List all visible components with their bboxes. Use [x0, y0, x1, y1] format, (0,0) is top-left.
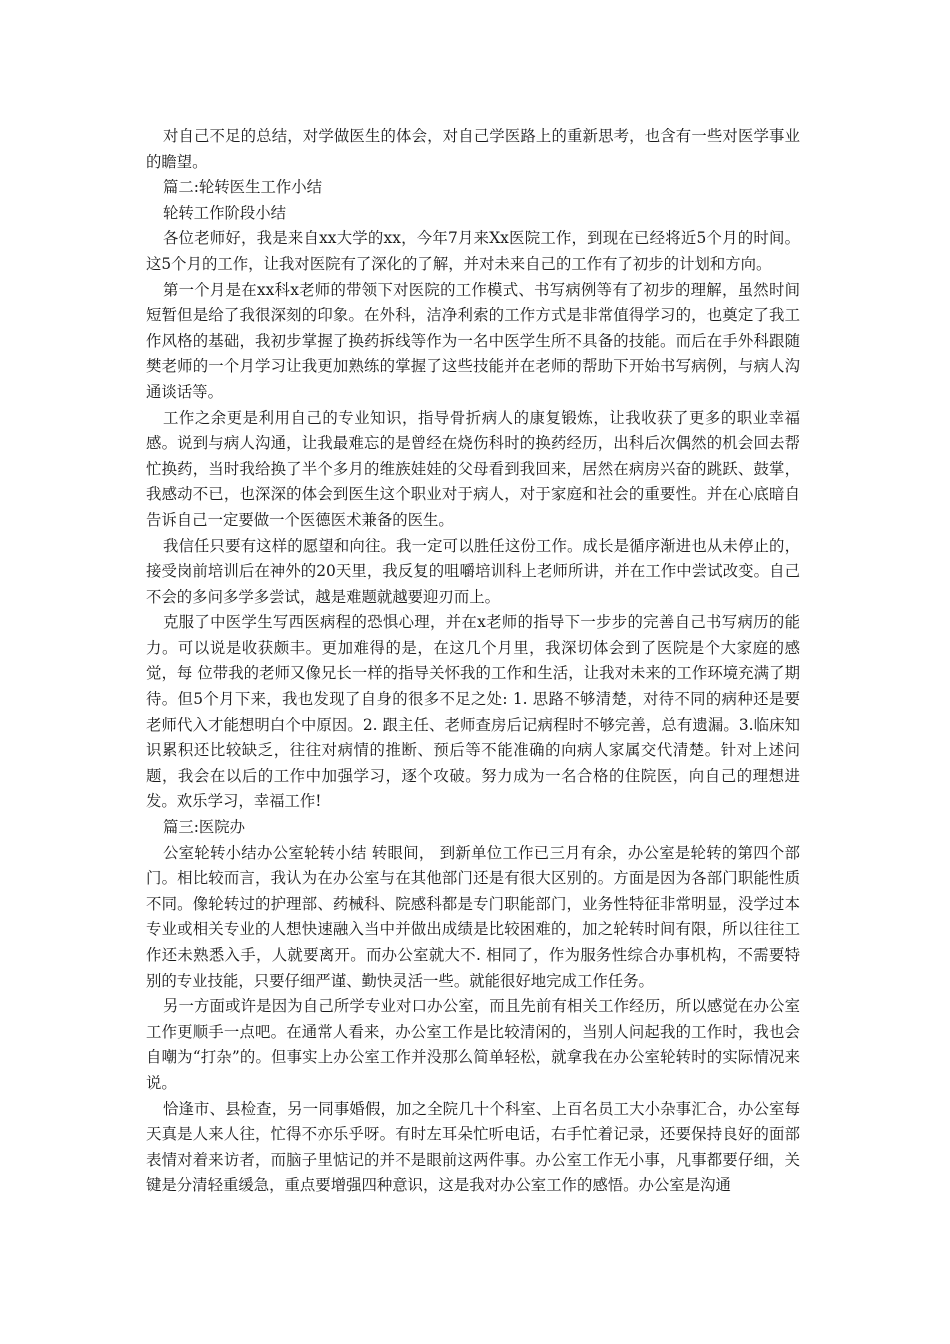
- paragraph-busy-office: 恰逢市、县检查，另一同事婚假，加之全院几十个科室、上百名员工大小杂事汇合，办公室每天真是人来人往，忙得不亦乐乎呀。有时左耳朵忙听电话，右手忙着记录，还要保持良好的面部表情对着来访者，而脑子里惦记的并不是眼前这两件事。办公室工作无小事，凡事都要仔细，关键是分清轻重缓急，重点要增强四种意识，这是我对办公室工作的感悟。办公室是沟通: [146, 1099, 800, 1195]
- paragraph-office-work: 另一方面或许是因为自己所学专业对口办公室，而且先前有相关工作经历，所以感觉在办公室工作更顺手一点吧。在通常人看来，办公室工作是比较清闲的，当别人问起我的工作时，我也会自嘲为“打杂”的。但事实上办公室工作并没那么简单轻松，就拿我在办公室轮转时的实际情况来说。: [146, 997, 800, 1092]
- paragraph-growth: 我信任只要有这样的愿望和向往。我一定可以胜任这份工作。成长是循序渐进也从未停止的，接受岗前培训后在神外的20天里，我反复的咀嚼培训科上老师所讲，并在工作中尝试改变。自己不会的多问多学多尝试，越是难题就越要迎刃而上。: [146, 536, 800, 606]
- paragraph-intro: 对自己不足的总结，对学做医生的体会，对自己学医路上的重新思考，也含有一些对医学事业的瞻望。: [146, 127, 800, 171]
- paragraph-office-rotation: 公室轮转小结办公室轮转小结 转眼间， 到新单位工作已三月有余，办公室是轮转的第四个部门。相比较而言，我认为在办公室与在其他部门还是有很大区别的。方面是因为各部门职能性质不同。像轮转过的护理部、药械科、院感科都是专门职能部门，业务性特征非常明显，没学过本专业或相关专业的人想快速融入当中并做出成绩是比较困难的，加之轮转时间有限，所以往往工作还未熟悉入手，人就要离开。而办公室就大不. 相同了，作为服务性综合办事机构，不需要特别的专业技能，只要仔细严谨、勤快灵活一些。就能很好地完成工作任务。: [146, 843, 800, 990]
- section-heading-3: 篇三:医院办: [162, 818, 246, 837]
- paragraph-patient-communication: 工作之余更是利用自己的专业知识，指导骨折病人的康复锻炼，让我收获了更多的职业幸福感。说到与病人沟通，让我最难忘的是曾经在烧伤科时的换药经历，出科后次偶然的机会回去帮忙换药，当时我给换了半个多月的维族娃娃的父母看到我回来，居然在病房兴奋的跳跃、鼓掌，我感动不已，也深深的体会到医生这个职业对于病人，对于家庭和社会的重要性。并在心底暗自告诉自己一定要做一个医德医术兼备的医生。: [146, 408, 800, 529]
- section-heading-2: 篇二:轮转医生工作小结: [162, 178, 323, 197]
- subsection-heading: 轮转工作阶段小结: [162, 203, 287, 222]
- paragraph-first-month: 第一个月是在xx科x老师的带领下对医院的工作模式、书写病例等有了初步的理解，虽然时间短暂但是给了我很深刻的印象。在外科，洁净利索的工作方式是非常值得学习的，也奠定了我工作风格的基础，我初步掌握了换药拆线等作为一名中医学生所不具备的技能。而后在手外科跟随樊老师的一个月学习让我更加熟练的掌握了这些技能并在老师的帮助下开始书写病例，与病人沟通谈话等。: [146, 280, 800, 401]
- paragraph-shortcomings: 克服了中医学生写西医病程的恐惧心理，并在x老师的指导下一步步的完善自己书写病历的能力。可以说是收获颇丰。更加难得的是，在这几个月里，我深切体会到了医院是个大家庭的感觉，每 位带我的老师又像兄长一样的指导关怀我的工作和生活，让我对未来的工作环境充满了期待。但5个月下来，我也发现了自身的很多不足之处: 1. 思路不够清楚，对待不同的病种还是要老师代入才能想明白个中原因。2. 跟主任、老师查房后记病程时不够完善，总有遗漏。3.临床知识累积还比较缺乏，往往对病情的推断、预后等不能准确的向病人家属交代清楚。针对上述问题，我会在以后的工作中加强学习，逐个攻破。努力成为一名合格的住院医，向自己的理想进发。欢乐学习，幸福工作!: [146, 613, 800, 811]
- paragraph-greeting: 各位老师好，我是来自xx大学的xx，今年7月来Xx医院工作，到现在已经将近5个月的时间。这5个月的工作，让我对医院有了深化的了解，并对未来自己的工作有了初步的计划和方向。: [146, 229, 800, 273]
- document-body: [146, 124, 800, 1199]
